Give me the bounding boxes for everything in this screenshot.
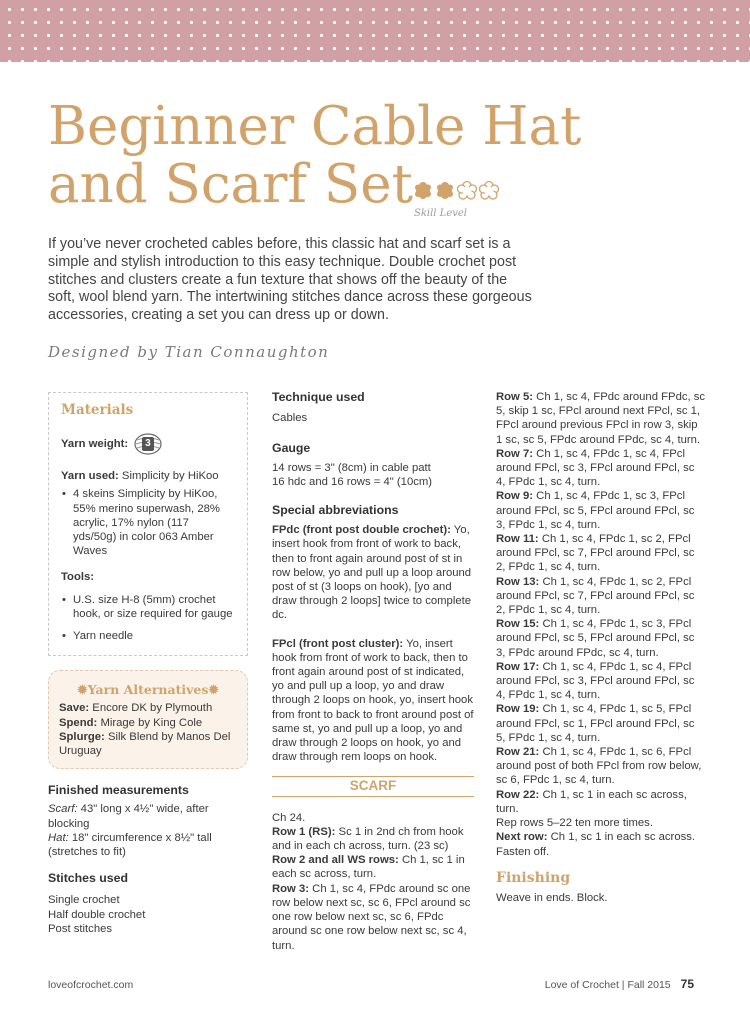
page-title — [48, 98, 688, 214]
yarn-used-value: Simplicity by HiKoo — [121, 470, 219, 483]
yarn-weight-value: 3 — [145, 438, 151, 450]
row-label: Row 5: — [496, 391, 534, 403]
hat-measurement — [48, 831, 248, 859]
footer-issue: Love of Crochet | Fall 2015 75 — [544, 977, 694, 991]
row-label: Row 11: — [496, 533, 539, 546]
row-text: Ch 1, sc 4, FPdc 1, sc 4, FPcl around FPcl, sc 3, FPcl around FPcl, sc 4, FPdc 1, sc 4, turn. — [496, 447, 695, 489]
row-text: Ch 1, sc 4, FPdc 1, sc 4, FPcl around FPcl, sc 3, FPcl around FPcl, sc 4, FPdc 1, sc 4, turn. — [496, 660, 695, 702]
skill-flower-filled-icon — [415, 182, 431, 199]
row-label: Row 21: — [496, 746, 540, 759]
row-label: Row 2 and all WS rows: — [272, 854, 399, 867]
flower-icon: ✹ — [77, 682, 88, 698]
gauge-heading: Gauge — [272, 441, 311, 456]
list-item: Post stitches — [48, 922, 113, 935]
scarf-heading: SCARF — [272, 776, 474, 796]
skill-flower-filled-icon — [437, 182, 453, 199]
row-label: Row 7: — [496, 447, 534, 460]
column-middle — [272, 390, 474, 953]
abbreviations-section — [272, 503, 474, 764]
pattern-row — [496, 390, 706, 447]
yarn-weight-label: Yarn weight: — [61, 438, 129, 451]
yarn-weight-row — [61, 433, 235, 455]
skill-flower-outline-icon — [480, 182, 499, 200]
row-text: Ch 1, sc 4, FPdc 1, sc 3, FPcl around FPcl, sc 5, FPcl around FPcl, sc 3, FPdc 1, sc 4, turn. — [496, 490, 695, 531]
technique-section — [272, 390, 474, 425]
fpcl-definition — [272, 637, 474, 765]
alternative-splurge — [59, 730, 237, 758]
row-label: Row 13: — [496, 575, 540, 588]
pattern-row — [496, 532, 706, 575]
skill-level-label: Skill Level — [414, 208, 468, 219]
designer-credit: Designed by Tian Connaughton — [48, 343, 330, 361]
page-number: 75 — [680, 977, 694, 991]
footer-magazine: Love of Crochet — [544, 979, 619, 991]
abbreviations-heading: Special abbreviations — [272, 503, 399, 518]
repeat-instruction: Rep rows 5–22 ten more times. — [496, 817, 653, 830]
row-label: Row 15: — [496, 618, 540, 631]
column-left — [48, 392, 248, 948]
tools-label: Tools: — [61, 571, 95, 584]
row-text: Ch 1, sc 4, FPdc 1, sc 3, FPcl around FPcl, sc 5, FPcl around FPcl, sc 3, FPdc around FPdc, sc 4, turn. — [496, 618, 695, 659]
gauge-section — [272, 441, 474, 489]
list-item: Single crochet — [48, 894, 120, 907]
row-text: Ch 1, sc 4, FPdc 1, sc 6, FPcl around post of both FPcl from row below, sc 6, FPdc 1, sc 4, turn. — [496, 746, 702, 787]
pattern-row — [496, 575, 706, 618]
row-label: Row 3: — [272, 882, 310, 895]
materials-heading: Materials — [61, 402, 134, 418]
row-label: Row 22: — [496, 788, 540, 801]
alt-label: Save: — [59, 702, 90, 715]
stitches-heading: Stitches used — [48, 871, 128, 886]
alt-label: Spend: — [59, 716, 98, 729]
fpdc-text: Yo, insert hook from front of work to back, then to front again around post of st in row below, yo and pull up a loop around post of st (3 loops on hook), [yo and draw through 2 loops] twice to complete dc. — [272, 524, 472, 622]
fpdc-label: FPdc (front post double crochet): — [272, 524, 451, 537]
gauge-line: 14 rows = 3" (8cm) in cable patt — [272, 461, 431, 474]
footer-website: loveofcrochet.com — [48, 979, 134, 991]
alt-value: Mirage by King Cole — [100, 716, 203, 729]
pattern-row — [496, 447, 706, 490]
hat-label: Hat: — [48, 831, 69, 844]
yarn-alternatives-title: Yarn Alternatives — [87, 682, 209, 698]
row-text: Ch 1, sc 4, FPdc 1, sc 5, FPcl around FPcl, sc 1, FPcl around FPcl, sc 5, FPdc 1, sc 4, turn. — [496, 703, 695, 744]
skill-flower-outline-icon — [458, 182, 477, 200]
technique-heading: Technique used — [272, 390, 365, 404]
yarn-alternatives-box — [48, 670, 248, 769]
row-text: Ch 1, sc 1 in each sc across, turn. — [496, 788, 687, 815]
row-label: Row 19: — [496, 703, 540, 716]
intro-paragraph: If you’ve never crocheted cables before, this classic hat and scarf set is a simple and stylish introduction to this easy technique. Double crochet post stitches and clusters create a fun texture that shows off the beauty of the soft, wool blend yarn. The intertwining stitches dance across these gorgeous accessories, creating a set you can dress up or down. — [48, 236, 532, 324]
list-item: • Yarn needle — [73, 629, 235, 643]
column-right — [496, 390, 706, 905]
pattern-row — [272, 825, 474, 853]
yarn-used-row — [61, 469, 235, 483]
alternative-spend — [59, 716, 237, 730]
pattern-row — [496, 660, 706, 703]
row-text: Ch 1, sc 1 in each sc across, turn. — [272, 854, 465, 881]
row-text: Ch 1, sc 4, FPdc around sc one row below next sc, sc 6, FPcl around sc one row below next sc, sc 6, FPdc around sc one row below next sc, sc 4, turn. — [272, 882, 471, 952]
pattern-row — [496, 830, 706, 858]
row-text: Ch 1, sc 4, FPdc 1, sc 2, FPcl around FPcl, sc 7, FPcl around FPcl, sc 2, FPdc 1, sc 4, turn. — [496, 575, 695, 617]
finished-heading: Finished measurements — [48, 783, 189, 798]
row-label: Row 9: — [496, 490, 534, 503]
row-text: Sc 1 in 2nd ch from hook and in each ch across, turn. (23 sc) — [272, 825, 464, 853]
row-text: Ch 1, sc 4, FPdc around FPdc, sc 5, skip 1 sc, FPcl around next FPcl, sc 1, FPcl around previous FPcl in row 3, skip 1 sc, sc 5, FPdc around FPdc, sc 4, turn. — [496, 391, 706, 446]
row-label: Row 17: — [496, 660, 540, 673]
yarn-used-label: Yarn used: — [61, 470, 119, 483]
row-text: Ch 1, sc 4, FPdc 1, sc 2, FPcl around FPcl, sc 7, FPcl around FPcl, sc 2, FPdc 1, sc 4, turn. — [496, 533, 695, 574]
row-label: Next row: — [496, 831, 548, 844]
finished-measurements — [48, 783, 248, 859]
scarf-value: 43" long x 4½" wide, after blocking — [48, 803, 209, 830]
pattern-row — [272, 853, 474, 881]
row-text: Ch 1, sc 1 in each sc across. Fasten off. — [496, 831, 696, 858]
alt-value: Silk Blend by Manos Del Uruguay — [59, 730, 231, 758]
title-line-1: Beginner Cable Hat — [48, 96, 582, 157]
list-item: • U.S. size H-8 (5mm) crochet hook, or size required for gauge — [73, 593, 235, 621]
hat-value: 18" circumference x 8½" tall (stretches to fit) — [48, 831, 212, 859]
yarn-alternatives-heading — [59, 683, 237, 697]
pattern-row — [496, 489, 706, 532]
scarf-chain: Ch 24. — [272, 811, 306, 824]
pattern-row — [496, 788, 706, 816]
tools-list — [61, 593, 235, 644]
yarn-weight-icon — [134, 433, 162, 455]
fpdc-definition — [272, 523, 474, 622]
list-item: • 4 skeins Simplicity by HiKoo, 55% merino superwash, 28% acrylic, 17% nylon (117 yds/50g) in color 063 Amber Waves — [73, 487, 235, 558]
pattern-row — [272, 882, 474, 953]
technique-value: Cables — [272, 412, 308, 425]
stitches-used — [48, 871, 248, 936]
alt-value: Encore DK by Plymouth — [92, 702, 213, 715]
yarn-list — [61, 487, 235, 558]
gauge-line: 16 hdc and 16 rows = 4" (10cm) — [272, 475, 433, 488]
scarf-measurement — [48, 802, 248, 830]
scarf-label: Scarf: — [48, 803, 78, 816]
footer-issue-date: Fall 2015 — [627, 979, 671, 991]
pattern-row — [496, 745, 706, 788]
title-line-2: and Scarf Set — [48, 154, 413, 215]
alt-label: Splurge: — [59, 730, 105, 743]
fpcl-text: Yo, insert hook from front of work to back, then to front again around post of st indicated, yo and pull up a loop, yo and draw through 2 loops on hook, yo, insert hook from front to back to front around post of same st, yo and pull up a loop, yo and draw through 2 loops on hook, yo and draw through rem loops on hook. — [272, 637, 474, 764]
fpcl-label: FPcl (front post cluster): — [272, 637, 404, 650]
finishing-text: Weave in ends. Block. — [496, 891, 608, 904]
flower-icon: ✹ — [208, 682, 219, 698]
row-label: Row 1 (RS): — [272, 825, 336, 838]
materials-box — [48, 392, 248, 656]
list-item: Half double crochet — [48, 908, 146, 921]
pattern-row — [496, 702, 706, 745]
alternative-save — [59, 701, 237, 715]
finishing-heading: Finishing — [496, 869, 571, 886]
polka-dot-header-band — [0, 0, 750, 62]
pattern-row — [496, 617, 706, 660]
